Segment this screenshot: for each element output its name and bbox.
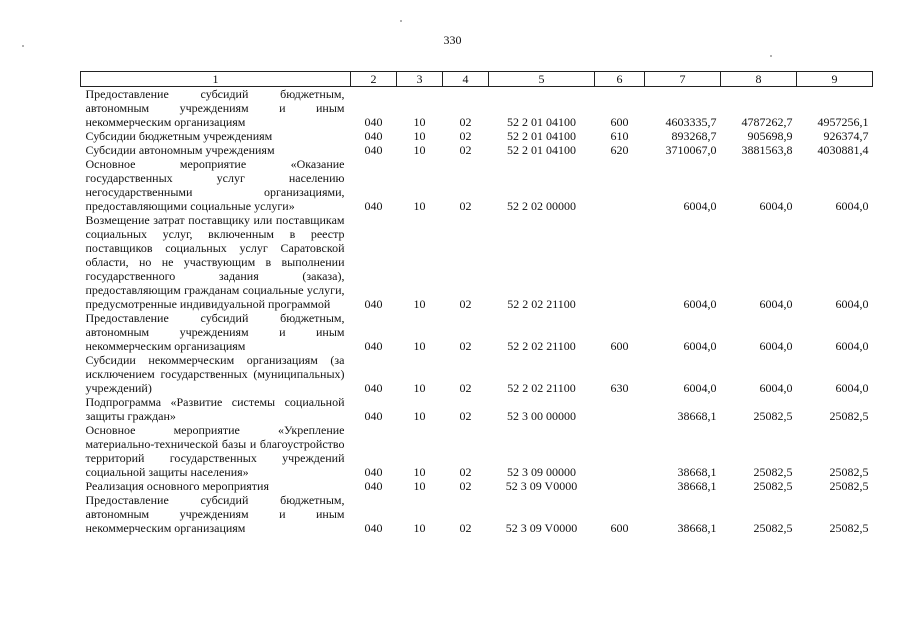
cell-c2: 040 <box>364 115 383 129</box>
cell-c3: 10 <box>413 465 426 479</box>
cell-c6: 620 <box>610 143 629 157</box>
cell-c6: 600 <box>610 115 629 129</box>
cell-c3: 10 <box>413 409 426 423</box>
table-row <box>81 311 873 353</box>
cell-c5: 52 2 01 04100 <box>507 129 576 143</box>
row-name: Субсидии бюджетным учреждениям <box>85 129 273 143</box>
cell-c9: 4957256,1 <box>817 115 869 129</box>
cell-c7: 38668,1 <box>677 465 717 479</box>
cell-c2: 040 <box>364 465 383 479</box>
table-row <box>81 143 873 157</box>
cell-c7: 38668,1 <box>677 479 717 493</box>
column-header: 8 <box>721 72 797 87</box>
cell-c4: 02 <box>459 339 472 353</box>
cell-c4: 02 <box>459 199 472 213</box>
cell-c2: 040 <box>364 199 383 213</box>
cell-c3: 10 <box>413 143 426 157</box>
cell-c2: 040 <box>364 381 383 395</box>
cell-c8: 905698,9 <box>747 129 793 143</box>
cell-c8: 3881563,8 <box>741 143 793 157</box>
cell-c8: 25082,5 <box>753 409 793 423</box>
cell-c5: 52 3 00 00000 <box>507 409 576 423</box>
cell-c5: 52 2 02 21100 <box>507 339 576 353</box>
cell-c5: 52 3 09 V0000 <box>505 479 578 493</box>
cell-c7: 6004,0 <box>683 199 717 213</box>
cell-c2: 040 <box>364 409 383 423</box>
cell-c3: 10 <box>413 521 426 535</box>
row-name: Основное мероприятие «Укрепление материально-технической базы и благоустройство территорий государственных учреждений социальной защиты населения» <box>85 423 345 479</box>
cell-c7: 893268,7 <box>671 129 717 143</box>
cell-c8: 25082,5 <box>753 465 793 479</box>
row-name: Субсидии некоммерческим организациям (за исключением государственных (муниципальных) учреждений) <box>85 353 345 395</box>
cell-c9: 25082,5 <box>829 409 869 423</box>
row-name: Возмещение затрат поставщику или поставщикам социальных услуг, включенным в реестр поставщиков социальных услуг Саратовской области, но не участвующим в выполнении государственного задания (заказа), предоставляющим гражданам социальные услуги, предусмотренные индивидуальной программой <box>85 213 345 311</box>
table-row <box>81 479 873 493</box>
table-row <box>81 423 873 479</box>
cell-c6 <box>595 423 645 479</box>
cell-c9: 4030881,4 <box>817 143 869 157</box>
cell-c9: 6004,0 <box>835 339 869 353</box>
cell-c2: 040 <box>364 479 383 493</box>
cell-c4: 02 <box>459 143 472 157</box>
cell-c9: 6004,0 <box>835 297 869 311</box>
cell-c8: 6004,0 <box>759 199 793 213</box>
cell-c7: 6004,0 <box>683 381 717 395</box>
cell-c2: 040 <box>364 129 383 143</box>
row-name: Предоставление субсидий бюджетным, автономным учреждениям и иным некоммерческим организациям <box>85 493 345 535</box>
cell-c5: 52 2 01 04100 <box>507 143 576 157</box>
cell-c3: 10 <box>413 479 426 493</box>
cell-c8: 6004,0 <box>759 297 793 311</box>
cell-c8: 25082,5 <box>753 479 793 493</box>
cell-c6: 630 <box>610 381 629 395</box>
cell-c5: 52 2 02 21100 <box>507 297 576 311</box>
cell-c3: 10 <box>413 339 426 353</box>
cell-c6 <box>595 213 645 311</box>
row-name: Субсидии автономным учреждениям <box>85 143 275 157</box>
page-number: 330 <box>443 33 462 47</box>
column-header: 1 <box>81 72 351 87</box>
cell-c4: 02 <box>459 479 472 493</box>
column-header: 7 <box>645 72 721 87</box>
table-row <box>81 395 873 423</box>
table-row <box>81 129 873 143</box>
column-header: 2 <box>351 72 397 87</box>
cell-c5: 52 3 09 V0000 <box>505 521 578 535</box>
cell-c7: 38668,1 <box>677 521 717 535</box>
cell-c6 <box>595 395 645 423</box>
cell-c6: 600 <box>610 521 629 535</box>
cell-c3: 10 <box>413 115 426 129</box>
cell-c2: 040 <box>364 143 383 157</box>
column-header: 5 <box>489 72 595 87</box>
cell-c5: 52 2 01 04100 <box>507 115 576 129</box>
cell-c8: 4787262,7 <box>741 115 793 129</box>
scan-speck <box>22 45 24 47</box>
budget-table <box>80 71 873 535</box>
cell-c6: 600 <box>610 339 629 353</box>
cell-c4: 02 <box>459 409 472 423</box>
table-row <box>81 353 873 395</box>
scan-speck <box>770 55 772 57</box>
cell-c6 <box>595 479 645 493</box>
cell-c9: 25082,5 <box>829 479 869 493</box>
column-header: 4 <box>443 72 489 87</box>
column-header: 9 <box>797 72 873 87</box>
cell-c3: 10 <box>413 129 426 143</box>
cell-c6 <box>595 157 645 213</box>
cell-c3: 10 <box>413 381 426 395</box>
cell-c8: 6004,0 <box>759 381 793 395</box>
scan-speck <box>400 20 402 22</box>
cell-c9: 926374,7 <box>823 129 869 143</box>
cell-c4: 02 <box>459 381 472 395</box>
cell-c7: 4603335,7 <box>665 115 717 129</box>
cell-c4: 02 <box>459 297 472 311</box>
cell-c7: 3710067,0 <box>665 143 717 157</box>
table-row <box>81 493 873 535</box>
table-row <box>81 87 873 130</box>
row-name: Предоставление субсидий бюджетным, автономным учреждениям и иным некоммерческим организациям <box>85 311 345 353</box>
cell-c7: 6004,0 <box>683 297 717 311</box>
cell-c9: 25082,5 <box>829 521 869 535</box>
cell-c7: 6004,0 <box>683 339 717 353</box>
cell-c2: 040 <box>364 339 383 353</box>
column-header: 3 <box>397 72 443 87</box>
cell-c9: 25082,5 <box>829 465 869 479</box>
cell-c2: 040 <box>364 297 383 311</box>
cell-c5: 52 2 02 00000 <box>507 199 576 213</box>
cell-c7: 38668,1 <box>677 409 717 423</box>
cell-c3: 10 <box>413 297 426 311</box>
cell-c6: 610 <box>610 129 629 143</box>
row-name: Предоставление субсидий бюджетным, автономным учреждениям и иным некоммерческим организациям <box>85 87 345 129</box>
cell-c4: 02 <box>459 521 472 535</box>
cell-c9: 6004,0 <box>835 199 869 213</box>
table-row <box>81 157 873 213</box>
row-name: Подпрограмма «Развитие системы социальной защиты граждан» <box>85 395 345 423</box>
table-body <box>81 87 873 536</box>
row-name: Реализация основного мероприятия <box>85 479 269 493</box>
row-name: Основное мероприятие «Оказание государственных услуг населению негосударственными организациями, предоставляющими социальные услуги» <box>85 157 345 213</box>
table-row <box>81 213 873 311</box>
cell-c4: 02 <box>459 129 472 143</box>
cell-c4: 02 <box>459 465 472 479</box>
cell-c5: 52 2 02 21100 <box>507 381 576 395</box>
cell-c5: 52 3 09 00000 <box>507 465 576 479</box>
cell-c8: 6004,0 <box>759 339 793 353</box>
cell-c3: 10 <box>413 199 426 213</box>
column-header: 6 <box>595 72 645 87</box>
cell-c8: 25082,5 <box>753 521 793 535</box>
table-header <box>81 72 873 87</box>
cell-c4: 02 <box>459 115 472 129</box>
cell-c2: 040 <box>364 521 383 535</box>
cell-c9: 6004,0 <box>835 381 869 395</box>
